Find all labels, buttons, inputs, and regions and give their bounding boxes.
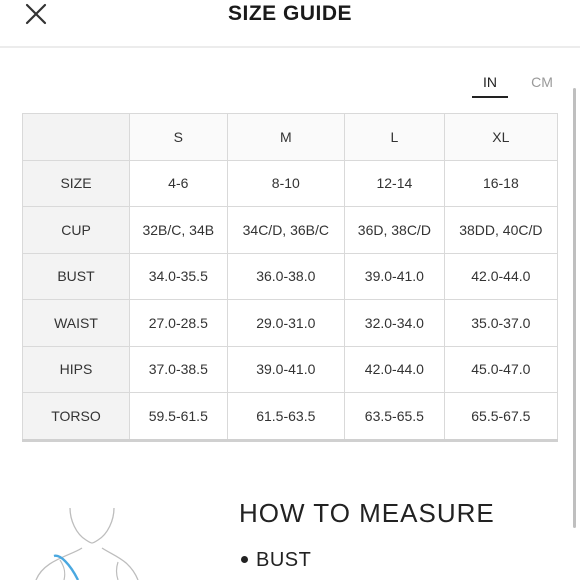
- column-header: XL: [444, 114, 557, 161]
- table-cell: 34C/D, 36B/C: [227, 207, 344, 254]
- table-row: [23, 393, 558, 441]
- row-header: BUST: [23, 253, 130, 300]
- table-row: [23, 300, 558, 347]
- table-cell: 32B/C, 34B: [130, 207, 228, 254]
- size-table: [22, 113, 558, 442]
- header-bar: [0, 0, 580, 48]
- measurement-figure: [30, 500, 150, 580]
- table-cell: 36.0-38.0: [227, 253, 344, 300]
- table-cell: 42.0-44.0: [444, 253, 557, 300]
- table-cell: 29.0-31.0: [227, 300, 344, 347]
- table-cell: 59.5-61.5: [130, 393, 228, 441]
- table-cell: 38DD, 40C/D: [444, 207, 557, 254]
- body-outline-figure: [30, 500, 150, 580]
- table-cell: 61.5-63.5: [227, 393, 344, 441]
- table-cell: 4-6: [130, 160, 228, 207]
- table-cell: 45.0-47.0: [444, 346, 557, 393]
- scrollbar[interactable]: [573, 88, 576, 528]
- page-title: SIZE GUIDE: [227, 2, 353, 25]
- table-header-row: [23, 114, 558, 161]
- row-header: TORSO: [23, 393, 130, 441]
- table-cell: 34.0-35.5: [130, 253, 228, 300]
- table-cell: 16-18: [444, 160, 557, 207]
- row-header: SIZE: [23, 160, 130, 207]
- table-corner-cell: [23, 114, 130, 161]
- table-cell: 32.0-34.0: [345, 300, 445, 347]
- measure-item-label: BUST: [256, 549, 312, 571]
- unit-tab-in[interactable]: IN: [472, 72, 508, 98]
- table-cell: 39.0-41.0: [345, 253, 445, 300]
- column-header: L: [345, 114, 445, 161]
- table-cell: 36D, 38C/D: [345, 207, 445, 254]
- table-row: [23, 160, 558, 207]
- table-cell: 12-14: [345, 160, 445, 207]
- unit-toggle: [468, 72, 564, 100]
- bullet-icon: [241, 556, 248, 563]
- table-row: [23, 207, 558, 254]
- table-cell: 63.5-65.5: [345, 393, 445, 441]
- table-cell: 35.0-37.0: [444, 300, 557, 347]
- row-header: WAIST: [23, 300, 130, 347]
- table-cell: 8-10: [227, 160, 344, 207]
- unit-tab-cm[interactable]: CM: [531, 74, 553, 90]
- table-row: [23, 253, 558, 300]
- table-cell: 37.0-38.5: [130, 346, 228, 393]
- row-header: HIPS: [23, 346, 130, 393]
- column-header: S: [130, 114, 228, 161]
- column-header: M: [227, 114, 344, 161]
- how-to-measure-title: HOW TO MEASURE: [239, 498, 495, 528]
- table-row: [23, 346, 558, 393]
- table-cell: 27.0-28.5: [130, 300, 228, 347]
- table-cell: 39.0-41.0: [227, 346, 344, 393]
- table-cell: 42.0-44.0: [345, 346, 445, 393]
- measure-item-bust: [239, 549, 311, 572]
- row-header: CUP: [23, 207, 130, 254]
- table-cell: 65.5-67.5: [444, 393, 557, 441]
